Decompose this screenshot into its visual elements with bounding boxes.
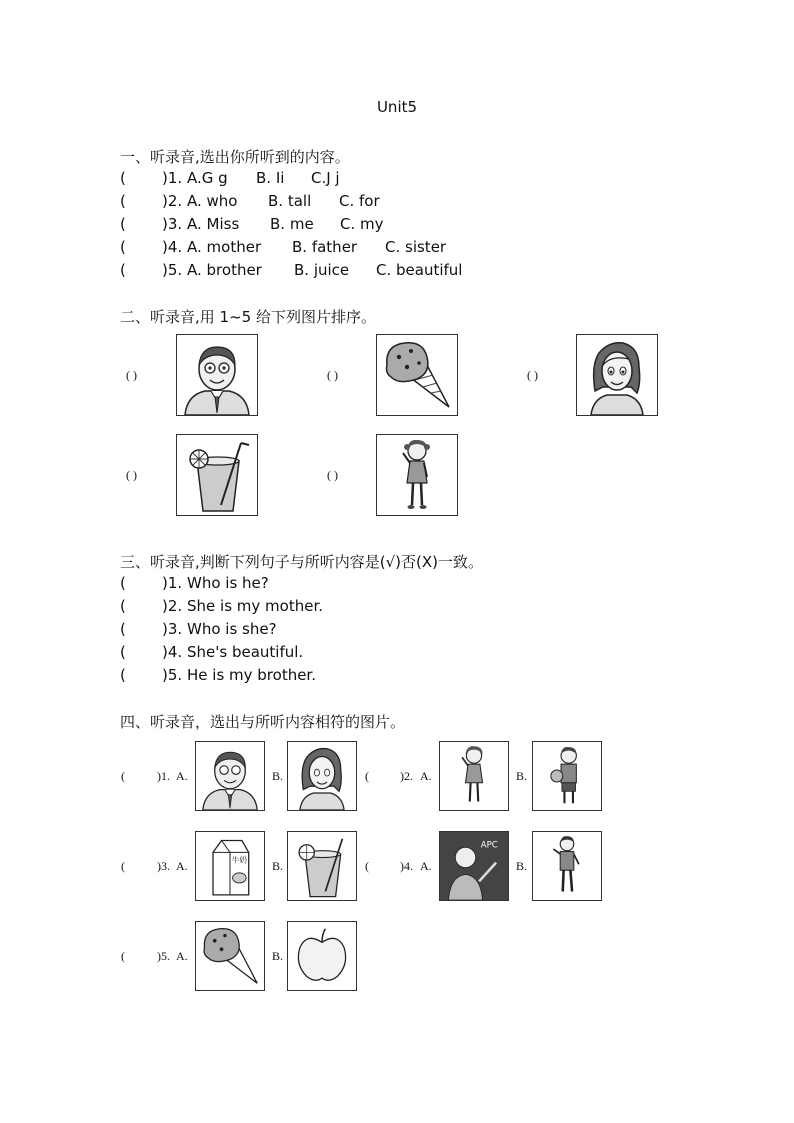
option-c: C. beautiful bbox=[376, 261, 463, 279]
answer-paren[interactable]: ( bbox=[121, 859, 125, 873]
page-title: Unit5 bbox=[376, 98, 418, 116]
section-4-heading: 四、听录音，选出与所听内容相符的图片。 bbox=[120, 713, 406, 731]
question-number: )5. bbox=[162, 666, 183, 684]
answer-paren[interactable]: ( ) bbox=[327, 368, 338, 382]
ice-cream-icon bbox=[377, 335, 457, 415]
woman-icon bbox=[577, 335, 657, 415]
option-b-label: B. bbox=[272, 769, 284, 783]
option-milk-picture[interactable] bbox=[195, 831, 265, 901]
ice-cream-picture bbox=[376, 334, 458, 416]
man-picture bbox=[176, 334, 258, 416]
answer-paren[interactable]: ( bbox=[120, 643, 126, 661]
woman-icon bbox=[288, 742, 356, 810]
answer-paren[interactable]: ( bbox=[120, 597, 126, 615]
question-number: )2. bbox=[162, 192, 183, 210]
answer-paren[interactable]: ( bbox=[365, 769, 369, 783]
option-a: A. mother bbox=[187, 238, 262, 256]
option-a: A. brother bbox=[187, 261, 262, 279]
ice-cream-icon bbox=[196, 922, 264, 990]
option-apple-picture[interactable] bbox=[287, 921, 357, 991]
option-c: C.J j bbox=[311, 169, 340, 187]
answer-paren[interactable]: ( ) bbox=[527, 368, 538, 382]
teacher-icon bbox=[440, 832, 508, 900]
milk-carton-icon bbox=[196, 832, 264, 900]
option-c: C. sister bbox=[385, 238, 447, 256]
question-number: )3. bbox=[162, 620, 183, 638]
answer-paren[interactable]: ( bbox=[120, 238, 126, 256]
answer-paren[interactable]: ( bbox=[120, 261, 126, 279]
answer-paren[interactable]: ( ) bbox=[126, 368, 137, 382]
option-c: C. for bbox=[339, 192, 380, 210]
section-1-heading: 一、听录音,选出你所听到的内容。 bbox=[120, 148, 350, 166]
option-a-label: A. bbox=[420, 769, 432, 783]
question-number: )2. bbox=[400, 769, 413, 783]
option-girl-picture[interactable] bbox=[439, 741, 509, 811]
answer-paren[interactable]: ( bbox=[120, 666, 126, 684]
question-number: )4. bbox=[162, 238, 183, 256]
option-woman-picture[interactable] bbox=[287, 741, 357, 811]
woman-picture bbox=[576, 334, 658, 416]
girl-icon bbox=[377, 435, 457, 515]
question-number: )4. bbox=[162, 643, 183, 661]
juice-icon bbox=[177, 435, 257, 515]
milk-label: 牛奶 bbox=[231, 855, 247, 865]
apple-icon bbox=[288, 922, 356, 990]
answer-paren[interactable]: ( bbox=[121, 949, 125, 963]
option-b: B. tall bbox=[268, 192, 312, 210]
option-c: C. my bbox=[340, 215, 384, 233]
option-b: B. Ii bbox=[256, 169, 285, 187]
answer-paren[interactable]: ( bbox=[365, 859, 369, 873]
option-a: A. who bbox=[187, 192, 238, 210]
man-icon bbox=[196, 742, 264, 810]
question-number: )1. bbox=[162, 169, 183, 187]
question-number: )4. bbox=[400, 859, 413, 873]
option-juice-picture[interactable] bbox=[287, 831, 357, 901]
answer-paren[interactable]: ( bbox=[120, 574, 126, 592]
answer-paren[interactable]: ( bbox=[120, 192, 126, 210]
option-boy-picture[interactable] bbox=[532, 831, 602, 901]
option-a: A. Miss bbox=[187, 215, 240, 233]
answer-paren[interactable]: ( ) bbox=[327, 468, 338, 482]
section-3-heading: 三、听录音,判断下列句子与所听内容是(√)否(X)一致。 bbox=[120, 553, 484, 571]
option-b: B. me bbox=[270, 215, 314, 233]
question-number: )3. bbox=[157, 859, 170, 873]
question-number: )3. bbox=[162, 215, 183, 233]
juice-picture bbox=[176, 434, 258, 516]
girl-icon bbox=[440, 742, 508, 810]
question-number: )5. bbox=[162, 261, 183, 279]
option-ice-cream-picture[interactable] bbox=[195, 921, 265, 991]
option-b-label: B. bbox=[516, 769, 528, 783]
boy-icon bbox=[533, 832, 601, 900]
option-b-label: B. bbox=[272, 949, 284, 963]
board-label: APC bbox=[480, 840, 498, 851]
statement-text: He is my brother. bbox=[187, 666, 316, 684]
statement-text: Who is she? bbox=[187, 620, 277, 638]
option-teacher-picture[interactable] bbox=[439, 831, 509, 901]
option-boy-ball-picture[interactable] bbox=[532, 741, 602, 811]
option-b: B. father bbox=[292, 238, 358, 256]
section-2-heading: 二、听录音,用 1~5 给下列图片排序。 bbox=[120, 308, 376, 326]
statement-text: Who is he? bbox=[187, 574, 269, 592]
option-b-label: B. bbox=[516, 859, 528, 873]
option-man-picture[interactable] bbox=[195, 741, 265, 811]
boy-icon bbox=[533, 742, 601, 810]
option-b: B. juice bbox=[294, 261, 350, 279]
man-icon bbox=[177, 335, 257, 415]
statement-text: She's beautiful. bbox=[187, 643, 304, 661]
option-a-label: A. bbox=[176, 859, 188, 873]
answer-paren[interactable]: ( bbox=[120, 620, 126, 638]
answer-paren[interactable]: ( bbox=[121, 769, 125, 783]
option-a-label: A. bbox=[176, 769, 188, 783]
question-number: )1. bbox=[162, 574, 183, 592]
question-number: )2. bbox=[162, 597, 183, 615]
question-number: )1. bbox=[157, 769, 170, 783]
option-a-label: A. bbox=[176, 949, 188, 963]
answer-paren[interactable]: ( ) bbox=[126, 468, 137, 482]
girl-picture bbox=[376, 434, 458, 516]
option-b-label: B. bbox=[272, 859, 284, 873]
question-number: )5. bbox=[157, 949, 170, 963]
statement-text: She is my mother. bbox=[187, 597, 323, 615]
answer-paren[interactable]: ( bbox=[120, 215, 126, 233]
option-a: A.G g bbox=[187, 169, 228, 187]
option-a-label: A. bbox=[420, 859, 432, 873]
juice-icon bbox=[288, 832, 356, 900]
answer-paren[interactable]: ( bbox=[120, 169, 126, 187]
